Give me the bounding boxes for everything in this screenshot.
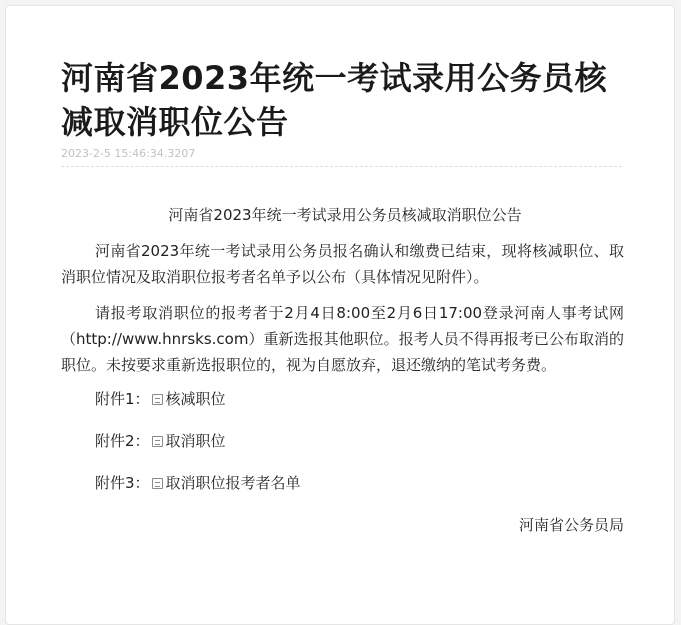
attachment-label: 附件1： bbox=[95, 390, 150, 408]
file-icon bbox=[152, 436, 163, 447]
attachment-2 bbox=[61, 430, 624, 472]
article-card bbox=[5, 5, 675, 625]
article-title: 河南省2023年统一考试录用公务员核减取消职位公告 bbox=[61, 59, 608, 141]
attachment-label: 附件2： bbox=[95, 432, 150, 450]
attachment-1 bbox=[61, 388, 624, 430]
file-icon bbox=[152, 394, 163, 405]
article-body bbox=[61, 204, 624, 536]
paragraph-announcement: 河南省2023年统一考试录用公务员报名确认和缴费已结束，现将核减职位、取消职位情况及取消职位报考者名单予以公布（具体情况见附件）。 bbox=[61, 242, 624, 286]
attachment-label: 附件3： bbox=[95, 474, 150, 492]
attachment-3 bbox=[61, 472, 624, 514]
publish-timestamp: 2023-2-5 15:46:34.3207 bbox=[61, 147, 196, 160]
body-subtitle: 河南省2023年统一考试录用公务员核减取消职位公告 bbox=[168, 206, 522, 224]
attachment-2-link[interactable]: 取消职位 bbox=[165, 432, 226, 450]
title-divider bbox=[61, 166, 622, 167]
file-icon bbox=[152, 478, 163, 489]
paragraph-instructions: 请报考取消职位的报考者于2月4日8:00至2月6日17:00登录河南人事考试网（http://www.hnrsks.com）重新选报其他职位。报考人员不得再报考已公布取消的职位。未按要求重新选报职位的，视为自愿放弃，退还缴纳的笔试考务费。 bbox=[61, 304, 624, 374]
attachment-1-link[interactable]: 核减职位 bbox=[165, 390, 226, 408]
signature: 河南省公务员局 bbox=[518, 516, 624, 534]
attachment-3-link[interactable]: 取消职位报考者名单 bbox=[165, 474, 301, 492]
